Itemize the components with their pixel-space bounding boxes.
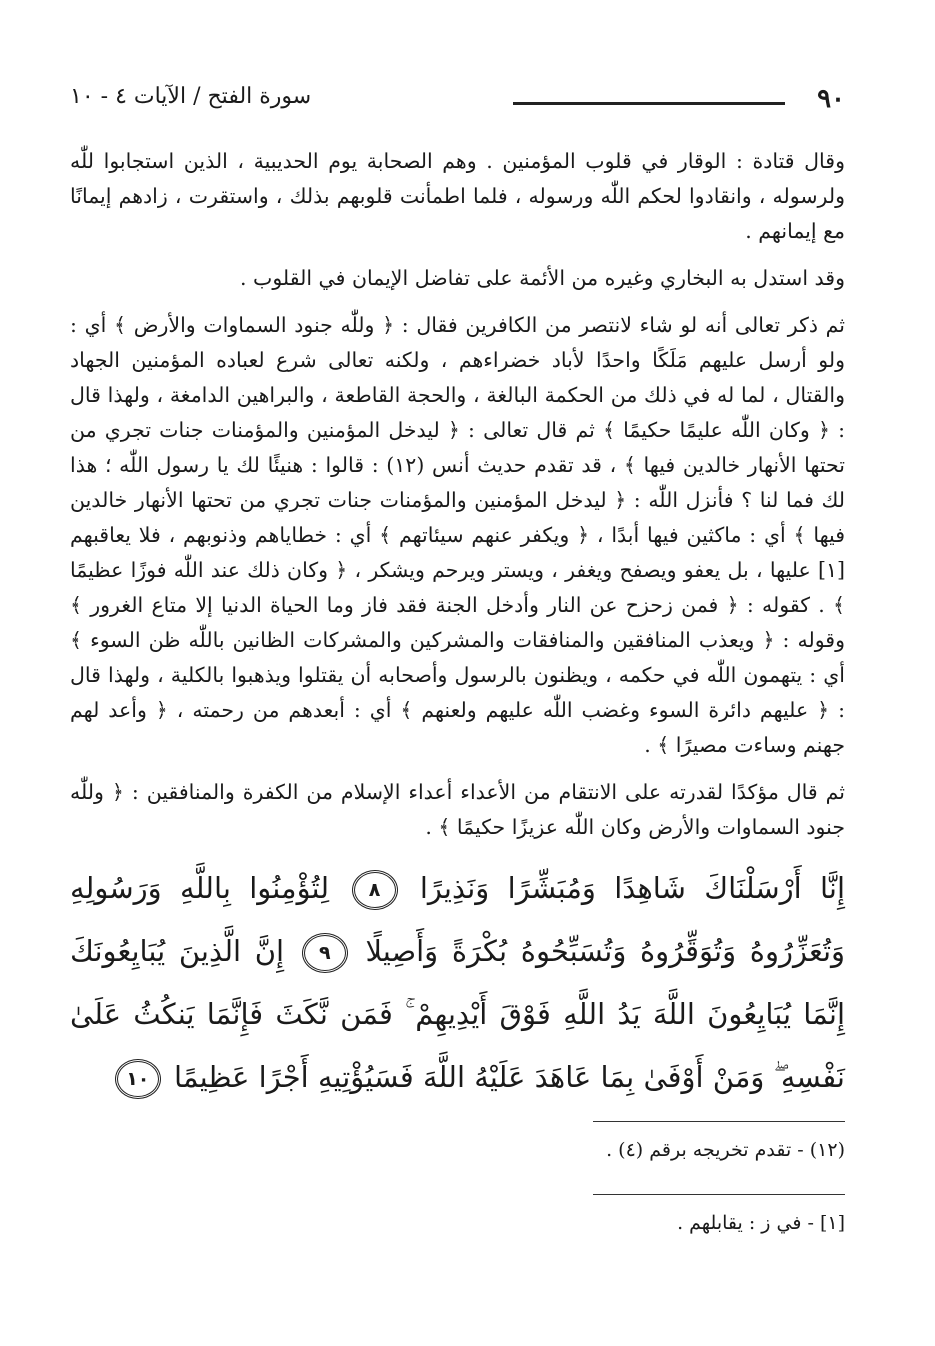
footnote-divider <box>593 1121 845 1122</box>
running-title: سورة الفتح / الآيات ٤ - ١٠ <box>70 84 312 109</box>
ayah-number-marker: ٩ <box>302 933 348 973</box>
footnote-12: (١٢) - تقدم تخريجه برقم (٤) . <box>606 1139 845 1161</box>
book-page <box>70 80 845 1237</box>
ayah-number-marker: ٨ <box>352 870 398 910</box>
paragraph-bukhari: وقد استدل به البخاري وغيره من الأئمة على تفاضل الإيمان في القلوب . <box>240 266 845 290</box>
page-number: ٩٠ <box>817 84 845 114</box>
paragraph-tafsir: ثم ذكر تعالى أنه لو شاء لانتصر من الكافرين فقال : ﴿ وللّٰه جنود السماوات والأرض ﴾ أي : ولو أرسل عليهم مَلَكًا واحدًا لأباد خضراءهم ، ولكنه تعالى شرع لعباده المؤمنين الجهاد والقتال ، لما له في ذلك من الحكمة البالغة ، والحجة القاطعة ، والبراهين الدامغة ، ولهذا قال : ﴿ وكان اللّٰه عليمًا حكيمًا ﴾ ثم قال تعالى : ﴿ ليدخل المؤمنين والمؤمنات جنات تجري من تحتها الأنهار خالدين فيها ﴾ ، قد تقدم حديث أنس (١٢) : قالوا : هنيئًا لك يا رسول اللّٰه ؛ هذا لك فما لنا ؟ فأنزل اللّٰه : ﴿ ليدخل المؤمنين والمؤمنات جنات تجري من تحتها الأنهار خالدين فيها ﴾ أي : ماكثين فيها أبدًا ، ﴿ ويكفر عنهم سيئاتهم ﴾ أي : خطاياهم وذنوبهم ، فلا يعاقبهم [١] عليها ، بل يعفو ويصفح ويغفر ، ويستر ويرحم ويشكر ، ﴿ وكان ذلك عند اللّٰه فوزًا عظيمًا ﴾ . كقوله : ﴿ فمن زحزح عن النار وأدخل الجنة فقد فاز وما الحياة الدنيا إلا متاع الغرور ﴾ وقوله : ﴿ ويعذب المنافقين والمنافقات والمشركين والمشركات الظانين باللّٰه ظن السوء ﴾ أي : يتهمون اللّٰه في حكمه ، ويظنون بالرسول وأصحابه أن يقتلوا ويذهبوا بالكلية ، ولهذا قال : ﴿ عليهم دائرة السوء وغضب اللّٰه عليهم ولعنهم ﴾ أي : أبعدهم من رحمته ، ﴿ وأعد لهم جهنم وساءت مصيرًا ﴾ . <box>70 313 845 757</box>
footnote-1: [١] - في ز : يقابلهم . <box>677 1212 845 1234</box>
verse-10-text: إِنَّ الَّذِينَ يُبَايِعُونَكَ إِنَّمَا يُبَايِعُونَ اللَّهَ يَدُ اللَّهِ فَوْقَ أَيْدِيهِمْ ۚ فَمَن نَّكَثَ فَإِنَّمَا يَنكُثُ عَلَىٰ نَفْسِهِ ۖ وَمَنْ أَوْفَىٰ بِمَا عَاهَدَ عَلَيْهُ اللَّهَ فَسَيُؤْتِيهِ أَجْرًا عَظِيمًا <box>70 934 845 1094</box>
footnote-divider <box>593 1194 845 1195</box>
paragraph-qatada: وقال قتادة : الوقار في قلوب المؤمنين . وهم الصحابة يوم الحديبية ، الذين استجابوا للّٰه ولرسوله ، وانقادوا لحكم اللّٰه ورسوله ، فلما اطمأنت قلوبهم بذلك ، واستقرت ، زادهم إيمانًا مع إيمانهم . <box>70 149 845 243</box>
ayah-number-marker: ١٠ <box>115 1059 161 1099</box>
verse-9-text: لِتُؤْمِنُوا بِاللَّهِ وَرَسُولِهِ وَتُعَزِّرُوهُ وَتُوَقِّرُوهُ وَتُسَبِّحُوهُ بُكْرَةً وَأَصِيلًا <box>70 871 846 968</box>
paragraph-conclusion: ثم قال مؤكدًا لقدرته على الانتقام من الأعداء أعداء الإسلام من الكفرة والمنافقين : ﴿ وللّٰه جنود السماوات والأرض وكان اللّٰه عزيزًا حكيمًا ﴾ . <box>70 780 845 839</box>
quran-verses <box>70 857 845 1109</box>
header-rule <box>513 102 785 105</box>
page-header <box>70 80 845 122</box>
verse-8-text: إِنَّا أَرْسَلْنَاكَ شَاهِدًا وَمُبَشِّرًا وَنَذِيرًا <box>419 871 846 905</box>
